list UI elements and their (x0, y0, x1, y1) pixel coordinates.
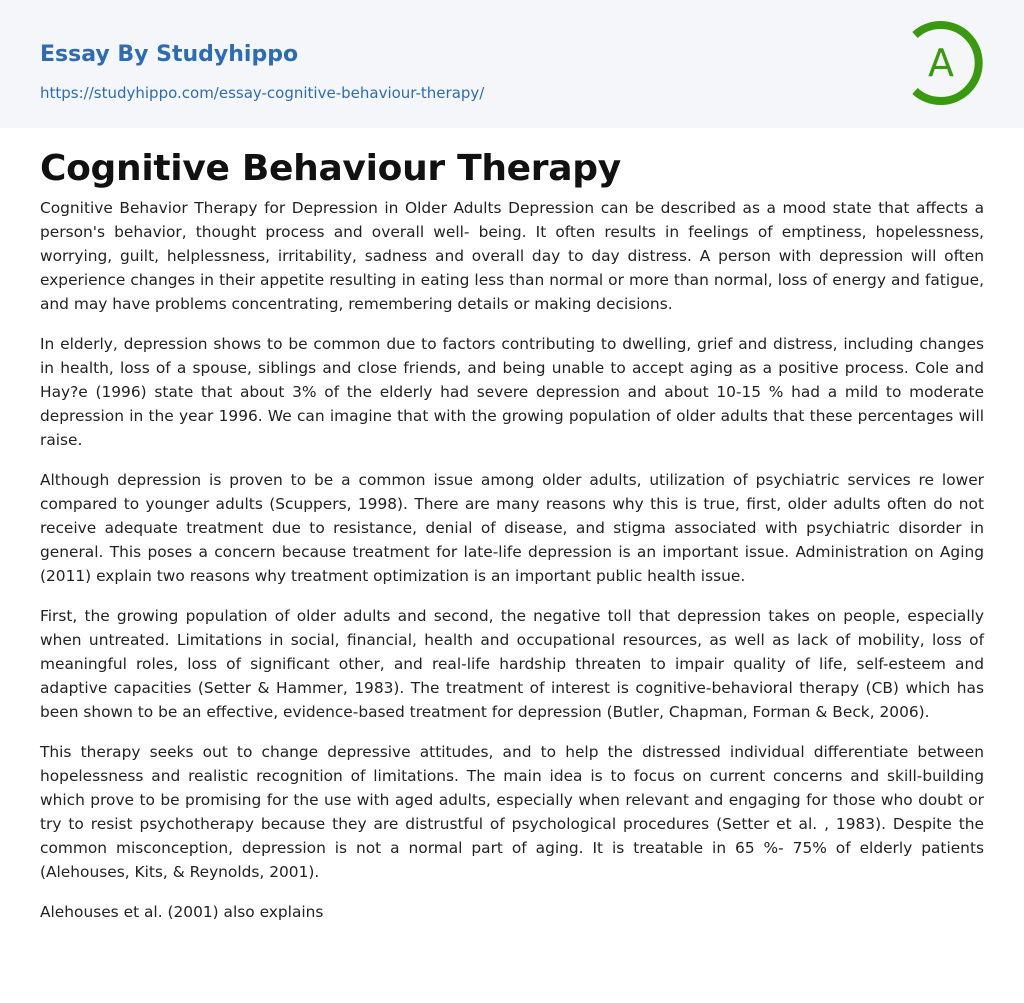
essay-paragraph: First, the growing population of older adults and second, the negative toll that depression takes on people, especially when untreated. Limitations in social, financial, health and occupational resources, as well as lack of mobility, loss of meaningful roles, loss of significant other, and real-life hardship threaten to impair quality of life, self-esteem and adaptive capacities (Setter & Hammer, 1983). The treatment of interest is cognitive-behavioral therapy (CB) which has been shown to be an effective, evidence-based treatment for depression (Butler, Chapman, Forman & Beck, 2006). (40, 607, 984, 721)
logo-letter: A (928, 41, 954, 85)
essay-paragraph: In elderly, depression shows to be common due to factors contributing to dwelling, grief and distress, including changes in health, loss of a spouse, siblings and close friends, and being unable to accept aging as a positive process. Cole and Hay?e (1996) state that about 3% of the elderly had severe depression and about 10-15 % had a mild to moderate depression in the year 1996. We can imagine that with the growing population of older adults that these percentages will raise. (40, 335, 984, 449)
essay-paragraph: Cognitive Behavior Therapy for Depression in Older Adults Depression can be described as a mood state that affects a person's behavior, thought process and overall well- being. It often results in feelings of emptiness, hopelessness, worrying, guilt, helplessness, irritability, sadness and overall day to day distress. A person with depression will often experience changes in their appetite resulting in eating less than normal or more than normal, loss of energy and fatigue, and may have problems concentrating, remembering details or making decisions. (40, 199, 984, 313)
studyhippo-logo-icon[interactable] (898, 18, 988, 108)
essay-paragraph: This therapy seeks out to change depressive attitudes, and to help the distressed individual differentiate between hopelessness and realistic recognition of limitations. The main idea is to focus on current concerns and skill-building which prove to be promising for the use with aged adults, especially when relevant and engaging for those who doubt or try to resist psychotherapy because they are distrustful of psychological procedures (Setter et al. , 1983). Despite the common misconception, depression is not a normal part of aging. It is treatable in 65 %- 75% of elderly patients (Alehouses, Kits, & Reynolds, 2001). (40, 743, 984, 881)
essay-paragraph: Although depression is proven to be a common issue among older adults, utilization of psychiatric services re lower compared to younger adults (Scuppers, 1998). There are many reasons why this is true, first, older adults often do not receive adequate treatment due to resistance, denial of disease, and stigma associated with psychiatric disorder in general. This poses a concern because treatment for late-life depression is an important issue. Administration on Aging (2011) explain two reasons why treatment optimization is an important public health issue. (40, 471, 984, 585)
page-title: Cognitive Behaviour Therapy (40, 148, 621, 189)
brand-title: Essay By Studyhippo (40, 42, 299, 67)
essay-paragraph: Alehouses et al. (2001) also explains (40, 903, 324, 921)
site-header (0, 0, 1024, 128)
essay-url-link[interactable]: https://studyhippo.com/essay-cognitive-behaviour-therapy/ (40, 84, 485, 102)
essay-content (0, 148, 1024, 924)
